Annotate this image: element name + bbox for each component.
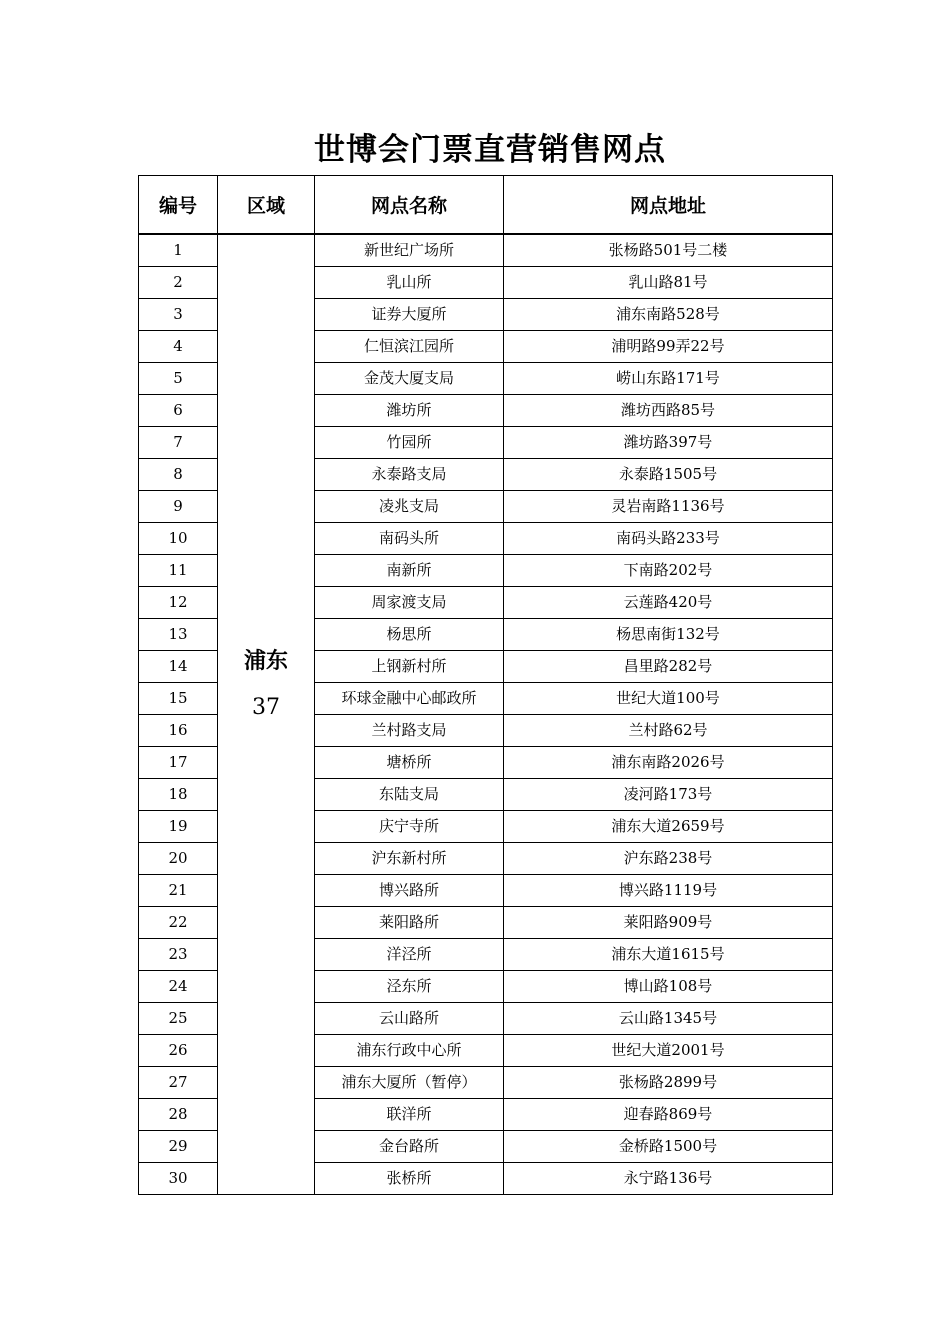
outlet-name: 泾东所: [315, 971, 504, 1003]
outlet-name: 永泰路支局: [315, 459, 504, 491]
outlet-name: 凌兆支局: [315, 491, 504, 523]
outlet-address: 昌里路282号: [504, 651, 833, 683]
outlet-name: 浦东大厦所（暂停）: [315, 1067, 504, 1099]
page-title: 世博会门票直营销售网点: [314, 132, 666, 168]
outlet-address: 云莲路420号: [504, 587, 833, 619]
outlet-address: 莱阳路909号: [504, 907, 833, 939]
row-number: 15: [139, 683, 218, 715]
row-number: 27: [139, 1067, 218, 1099]
row-number: 18: [139, 779, 218, 811]
outlet-name: 仁恒滨江园所: [315, 331, 504, 363]
outlet-name: 环球金融中心邮政所: [315, 683, 504, 715]
outlet-name: 南新所: [315, 555, 504, 587]
outlet-address: 博山路108号: [504, 971, 833, 1003]
outlet-address: 迎春路869号: [504, 1099, 833, 1131]
outlet-address: 南码头路233号: [504, 523, 833, 555]
row-number: 9: [139, 491, 218, 523]
table-header-row: [139, 176, 833, 235]
outlet-name: 金台路所: [315, 1131, 504, 1163]
table-body: [139, 234, 833, 1195]
outlet-address: 乳山路81号: [504, 267, 833, 299]
outlets-table: [138, 175, 833, 1195]
row-number: 20: [139, 843, 218, 875]
row-number: 23: [139, 939, 218, 971]
outlet-address: 浦东南路528号: [504, 299, 833, 331]
outlet-name: 南码头所: [315, 523, 504, 555]
outlet-address: 潍坊路397号: [504, 427, 833, 459]
column-header-no: 编号: [139, 176, 218, 235]
outlet-name: 浦东行政中心所: [315, 1035, 504, 1067]
outlet-address: 金桥路1500号: [504, 1131, 833, 1163]
row-number: 22: [139, 907, 218, 939]
outlet-name: 上钢新村所: [315, 651, 504, 683]
row-number: 16: [139, 715, 218, 747]
outlet-name: 潍坊所: [315, 395, 504, 427]
outlet-name: 周家渡支局: [315, 587, 504, 619]
outlet-name: 乳山所: [315, 267, 504, 299]
row-number: 3: [139, 299, 218, 331]
outlet-address: 凌河路173号: [504, 779, 833, 811]
outlet-address: 永泰路1505号: [504, 459, 833, 491]
outlet-name: 张桥所: [315, 1163, 504, 1195]
table-row: [139, 234, 833, 267]
outlet-address: 灵岩南路1136号: [504, 491, 833, 523]
outlet-name: 云山路所: [315, 1003, 504, 1035]
outlet-name: 洋泾所: [315, 939, 504, 971]
outlet-address: 浦东南路2026号: [504, 747, 833, 779]
row-number: 24: [139, 971, 218, 1003]
outlet-address: 崂山东路171号: [504, 363, 833, 395]
outlet-address: 博兴路1119号: [504, 875, 833, 907]
row-number: 13: [139, 619, 218, 651]
row-number: 10: [139, 523, 218, 555]
row-number: 6: [139, 395, 218, 427]
outlet-name: 东陆支局: [315, 779, 504, 811]
outlet-address: 浦明路99弄22号: [504, 331, 833, 363]
outlet-address: 潍坊西路85号: [504, 395, 833, 427]
outlet-address: 下南路202号: [504, 555, 833, 587]
column-header-address: 网点地址: [504, 176, 833, 235]
row-number: 21: [139, 875, 218, 907]
outlet-address: 张杨路2899号: [504, 1067, 833, 1099]
outlet-address: 兰村路62号: [504, 715, 833, 747]
row-number: 1: [139, 234, 218, 267]
region-name: 浦东: [243, 648, 288, 674]
row-number: 17: [139, 747, 218, 779]
outlet-name: 金茂大厦支局: [315, 363, 504, 395]
row-number: 30: [139, 1163, 218, 1195]
outlet-name: 莱阳路所: [315, 907, 504, 939]
row-number: 7: [139, 427, 218, 459]
column-header-region: 区域: [218, 176, 315, 235]
outlet-address: 沪东路238号: [504, 843, 833, 875]
column-header-name: 网点名称: [315, 176, 504, 235]
outlet-name: 证券大厦所: [315, 299, 504, 331]
row-number: 4: [139, 331, 218, 363]
row-number: 2: [139, 267, 218, 299]
row-number: 19: [139, 811, 218, 843]
row-number: 28: [139, 1099, 218, 1131]
outlet-address: 永宁路136号: [504, 1163, 833, 1195]
region-count: 37: [252, 694, 280, 720]
row-number: 12: [139, 587, 218, 619]
outlet-name: 联洋所: [315, 1099, 504, 1131]
outlet-name: 博兴路所: [315, 875, 504, 907]
outlet-address: 云山路1345号: [504, 1003, 833, 1035]
outlet-name: 竹园所: [315, 427, 504, 459]
outlet-name: 新世纪广场所: [315, 234, 504, 267]
outlet-name: 沪东新村所: [315, 843, 504, 875]
outlet-name: 庆宁寺所: [315, 811, 504, 843]
row-number: 29: [139, 1131, 218, 1163]
outlet-address: 杨思南街132号: [504, 619, 833, 651]
outlet-address: 世纪大道2001号: [504, 1035, 833, 1067]
outlet-address: 张杨路501号二楼: [504, 234, 833, 267]
outlet-name: 塘桥所: [315, 747, 504, 779]
row-number: 11: [139, 555, 218, 587]
outlet-address: 浦东大道2659号: [504, 811, 833, 843]
outlet-address: 世纪大道100号: [504, 683, 833, 715]
row-number: 5: [139, 363, 218, 395]
row-number: 8: [139, 459, 218, 491]
outlet-address: 浦东大道1615号: [504, 939, 833, 971]
row-number: 25: [139, 1003, 218, 1035]
row-number: 26: [139, 1035, 218, 1067]
row-number: 14: [139, 651, 218, 683]
region-cell: [218, 234, 315, 1195]
outlet-name: 杨思所: [315, 619, 504, 651]
outlet-name: 兰村路支局: [315, 715, 504, 747]
